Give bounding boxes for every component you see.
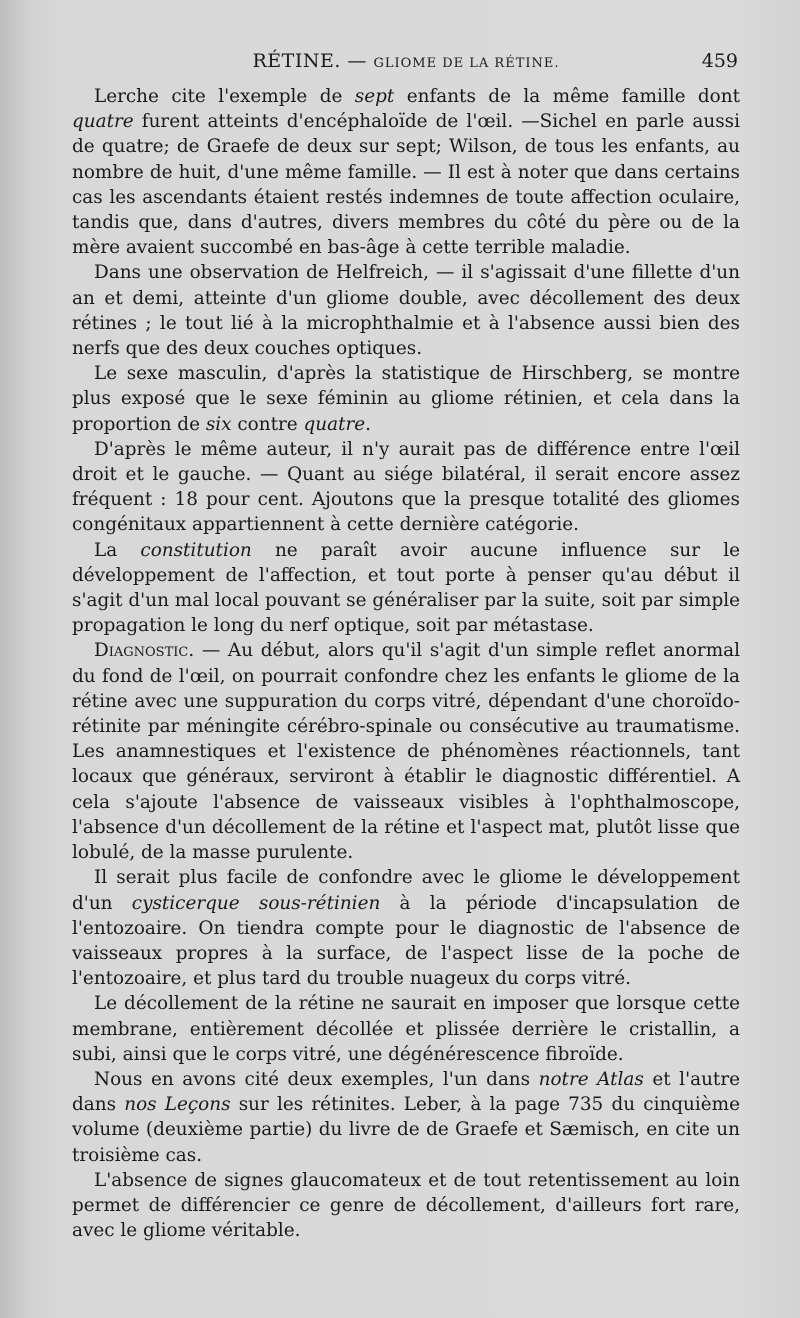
italic-text: nos Leçons bbox=[124, 1094, 231, 1116]
paragraph bbox=[72, 1067, 740, 1168]
running-title-separator: — bbox=[340, 50, 374, 72]
paragraph bbox=[72, 991, 740, 1067]
italic-text: notre Atlas bbox=[538, 1068, 644, 1090]
section-heading: Diagnostic. bbox=[94, 640, 195, 662]
paragraph-text: Dans une observation de Helfreich, — il s'agissait d'une fillette d'un an et demi, atteinte d'un gliome double, avec décollement des deux rétines ; le tout lié à la microphthalmie et à l'absence aussi bien des nerfs que des deux couches optiques. bbox=[72, 262, 740, 360]
paragraph-text: Le sexe masculin, d'après la statistique de Hirschberg, se montre plus exposé que le sexe féminin au gliome rétinien, et cela dans la proportion de bbox=[72, 363, 740, 435]
paragraph bbox=[72, 84, 740, 260]
italic-text: sept bbox=[354, 86, 395, 107]
paragraph-text: L'absence de signes glaucomateux et de tout retentissement au loin permet de différencier ce genre de décollement, d'ailleurs fort rare, avec le gliome véritable. bbox=[72, 1169, 740, 1242]
italic-text: quatre bbox=[303, 413, 366, 435]
paragraph-text: et l'autre dans bbox=[72, 1068, 740, 1116]
paragraph-text: La bbox=[94, 539, 141, 561]
paragraph-text: Le décollement de la rétine ne saurait en imposer que lorsque cette membrane, entièrement décollée et plissée derrière le cristallin, a subi, ainsi que le corps vitré, une dégénérescence fibroïde. bbox=[72, 993, 740, 1065]
body-text bbox=[72, 84, 740, 1243]
italic-text: cysticerque sous-rétinien bbox=[131, 892, 381, 914]
paragraph-text: à la période d'incapsulation de l'entozoaire. On tiendra compte pour le diagnostic de l'absence de vaisseaux propres à la surface, de l'aspect lisse de la poche de l'entozoaire, et plus tard du trouble nuageux du corps vitré. bbox=[72, 892, 740, 990]
running-title-sub: GLIOME DE LA RÉTINE. bbox=[373, 56, 560, 71]
paragraph-text: sur les rétinites. Leber, à la page 735 du cinquième volume (deuxième partie) du livre de de Graefe et Sæmisch, en cite un troisième cas. bbox=[72, 1094, 740, 1166]
paragraph-text: — Au début, alors qu'il s'agit d'un simple reflet anormal du fond de l'œil, on pourrait confondre chez les enfants le gliome de la rétine avec une suppuration du corps vitré, dépendant d'une choroïdo-rétinite par méningite cérébro-spinale ou consécutive au traumatisme. Les anamnestiques et l'existence de phénomènes réactionnels, tant locaux que généraux, serviront à établir le diagnostic différentiel. A cela s'ajoute l'absence de vaisseaux visibles à l'ophthalmoscope, l'absence d'un décollement de la rétine et l'aspect mat, plutôt lisse que lobulé, de la masse purulente. bbox=[72, 640, 740, 864]
paragraph-text: D'après le même auteur, il n'y aurait pas de différence entre l'œil droit et le gauche. — Quant au siége bilatéral, il serait encore assez fréquent : 18 pour cent. Ajoutons que la presque totalité des gliomes congénitaux appartiennent à cette dernière catégorie. bbox=[72, 438, 740, 536]
paragraph bbox=[72, 865, 740, 991]
paragraph-text: enfants de la même famille dont bbox=[394, 86, 740, 107]
paragraph bbox=[72, 638, 740, 865]
paragraph-text: furent atteints d'encéphaloïde de l'œil. —Sichel en parle aussi de quatre; de Graefe de deux sur sept; Wilson, de tous les enfants, au nombre de huit, d'une même famille. — Il est à noter que dans certains cas les ascendants étaient restés indemnes de toute affection oculaire, tandis que, dans d'autres, divers membres du côté du père ou de la mère avaient succombé en bas-âge à cette terrible maladie. bbox=[72, 111, 740, 259]
paragraph bbox=[72, 260, 740, 361]
paragraph-text: . bbox=[365, 413, 372, 435]
italic-text: constitution bbox=[140, 539, 252, 561]
paragraph bbox=[72, 437, 740, 538]
paragraph-text: contre bbox=[231, 413, 304, 435]
italic-text: six bbox=[205, 413, 232, 435]
paragraph bbox=[72, 1168, 740, 1244]
paragraph bbox=[72, 361, 740, 437]
paragraph-text: ne paraît avoir aucune influence sur le développement de l'affection, et tout porte à penser qu'au début il s'agit d'un mal local pouvant se généraliser par la suite, soit par simple propagation le long du nerf optique, soit par métastase. bbox=[72, 539, 741, 637]
running-title-main: RÉTINE. bbox=[252, 50, 341, 72]
paragraph-text: Nous en avons cité deux exemples, l'un dans bbox=[94, 1068, 539, 1090]
paragraph bbox=[72, 538, 740, 639]
running-header bbox=[72, 50, 740, 80]
running-title bbox=[72, 50, 740, 72]
paragraph-text: Il serait plus facile de confondre avec le gliome le développement d'un bbox=[72, 867, 740, 914]
paragraph-text: Lerche cite l'exemple de bbox=[94, 86, 355, 107]
page-number: 459 bbox=[701, 50, 738, 72]
italic-text: quatre bbox=[72, 111, 134, 133]
